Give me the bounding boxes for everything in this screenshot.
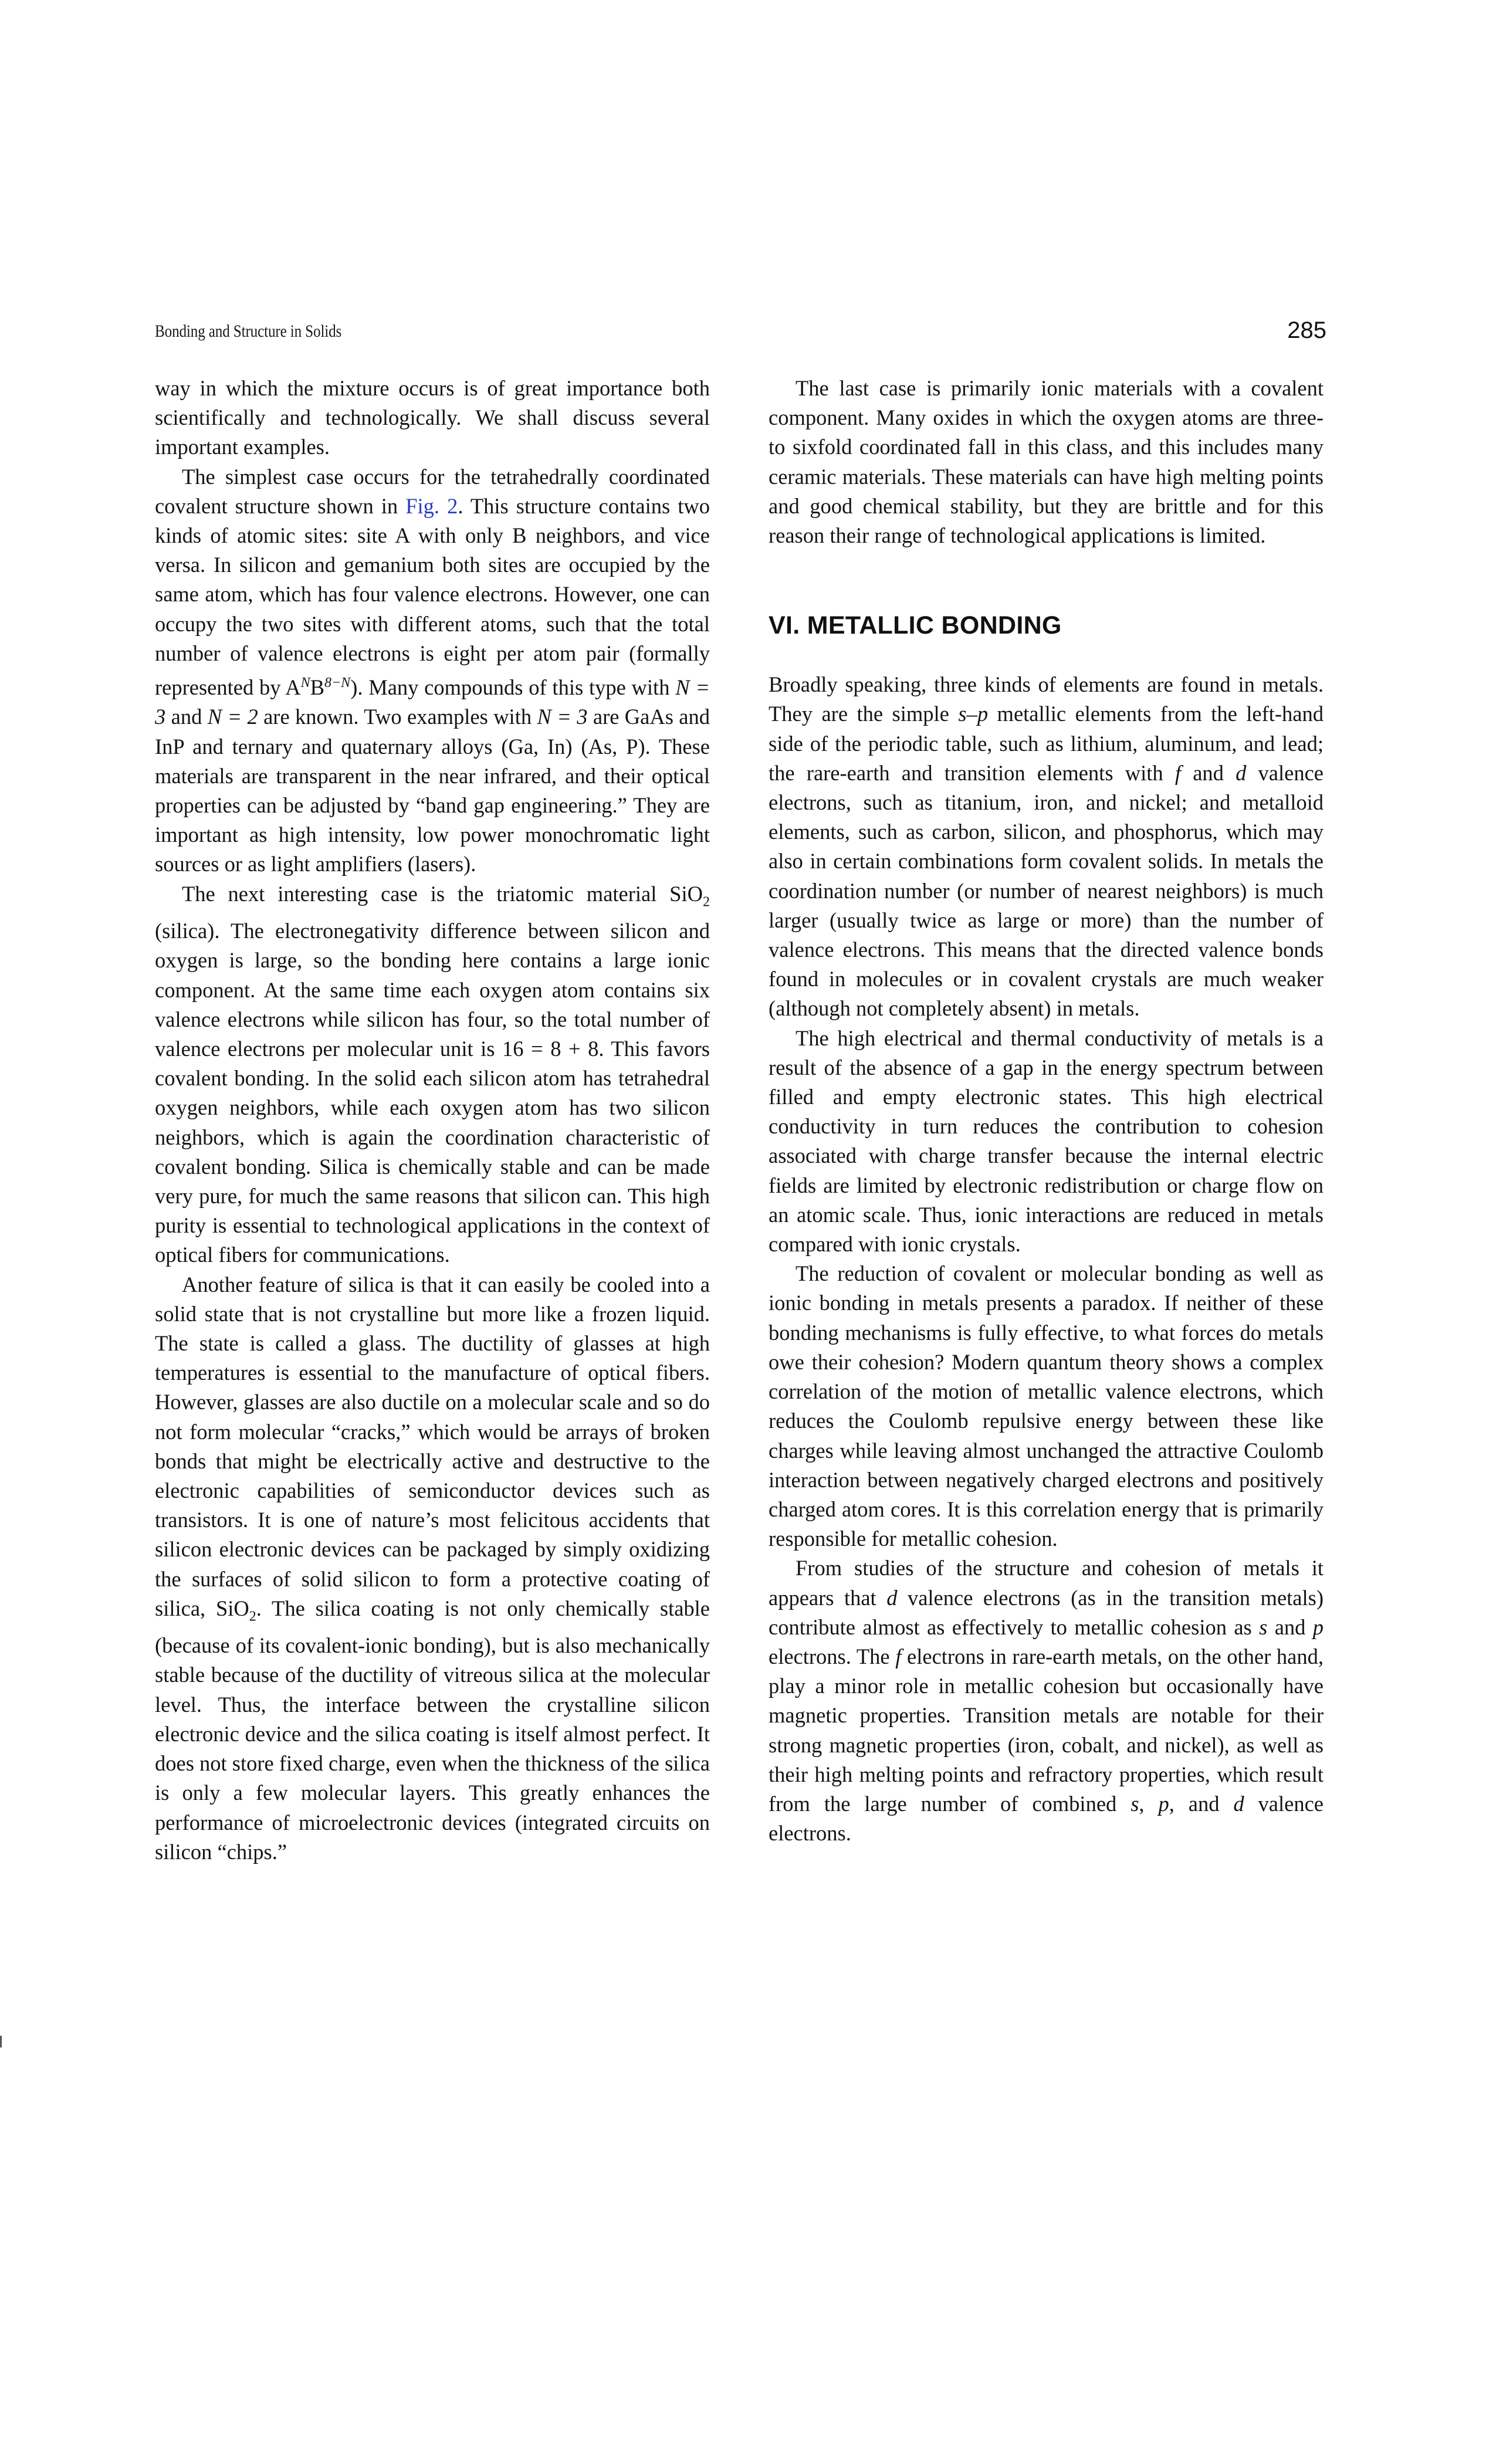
left-column	[155, 374, 710, 1867]
right-column	[769, 374, 1324, 1848]
running-head: Bonding and Structure in Solids	[155, 321, 342, 341]
paragraph-glass: Another feature of silica is that it can easily be cooled into a solid state that is not crystalline but more like a frozen liquid. The state is called a glass. The ductility of glasses at high temperatures is essential to the manufacture of optical fibers. However, glasses are also ductile on a molecular scale and so do not form molecular “cracks,” which would be arrays of broken bonds that might be electrically active and destructive to the electronic capabilities of semiconductor devices such as transistors. It is one of nature’s most felicitous accidents that silicon electronic devices can be packaged by simply oxidizing the surfaces of solid silicon to form a protective coating of silica, SiO$_2$. The silica coating is not only chemically stable (because of its covalent-ionic bonding), but is also mechanically stable because of the ductility of vitreous silica at the molecular level. Thus, the interface between the crystalline silicon electronic device and the silica coating is itself almost perfect. It does not store fixed charge, even when the thickness of the silica is only a few molecular layers. This greatly enhances the performance of microelectronic devices (integrated circuits on silicon “chips.”	[155, 1272, 710, 1864]
paragraph-cohesion: From studies of the structure and cohesion of metals it appears that d valence electrons (as in the transition metals) contribute almost as effectively to metallic cohesion as s and p electrons. The f electrons in rare-earth metals, on the other hand, play a minor role in metallic cohesion but occasionally have magnetic properties. Transition metals are notable for their strong magnetic properties (iron, cobalt, and nickel), as well as their high melting points and refractory properties, which result from the large number of combined s, p, and d valence electrons.	[769, 1556, 1324, 1846]
paragraph-paradox: The reduction of covalent or molecular bonding as well as ionic bonding in metals presents a paradox. If neither of these bonding mechanisms is fully effective, to what forces do metals owe their cohesion? Modern quantum theory shows a complex correlation of the motion of metallic valence electrons, which reduces the Coulomb repulsive energy between these like charges while leaving almost unchanged the attractive Coulomb interaction between negatively charged electrons and positively charged atom cores. It is this correlation energy that is primarily responsible for metallic cohesion.	[769, 1261, 1324, 1551]
page-number: 285	[1287, 317, 1326, 343]
paragraph-silica: The next interesting case is the triatomic material SiO$_2$ (silica). The electronegativity difference between silicon and oxygen is large, so the bonding here contains a large ionic component. At the same time each oxygen atom contains six valence electrons while silicon has four, so the total number of valence electrons per molecular unit is 16 = 8 + 8. This favors covalent bonding. In the solid each silicon atom has tetrahedral oxygen neighbors, while each oxygen atom has two silicon neighbors, which is again the coordination characteristic of covalent bonding. Silica is chemically stable and can be made very pure, for much the same reasons that silicon can. This high purity is essential to technological applications in the context of optical fibers for communications.	[155, 881, 710, 1267]
figure-link[interactable]: Fig. 2	[405, 493, 458, 518]
paragraph-metal-elements: Broadly speaking, three kinds of elements are found in metals. They are the simple s–p metallic elements from the left-hand side of the periodic table, such as lithium, aluminum, and lead; the rare-earth and transition elements with f and d valence electrons, such as titanium, iron, and nickel; and metalloid elements, such as carbon, silicon, and phosphorus, which may also in certain combinations form covalent solids. In metals the coordination number (or number of nearest neighbors) is much larger (usually twice as large or more) than the number of valence electrons. This means that the directed valence bonds found in molecules or in covalent crystals are much weaker (although not completely absent) in metals.	[769, 672, 1324, 1021]
section-heading: VI. METALLIC BONDING	[769, 611, 1062, 640]
paragraph-ionic-covalent: The last case is primarily ionic materials with a covalent component. Many oxides in which the oxygen atoms are three- to sixfold coordinated fall in this class, and this includes many ceramic materials. These materials can have high melting points and good chemical stability, but they are brittle and for this reason their range of technological applications is limited.	[769, 376, 1324, 548]
paragraph-continued: way in which the mixture occurs is of great importance both scientifically and technologically. We shall discuss several important examples.	[155, 376, 710, 459]
paragraph-conductivity: The high electrical and thermal conductivity of metals is a result of the absence of a gap in the energy spectrum between filled and empty electronic states. This high electrical conductivity in turn reduces the contribution to cohesion associated with charge transfer because the internal electric fields are limited by electronic redistribution or charge flow on an atomic scale. Thus, ionic interactions are reduced in metals compared with ionic crystals.	[769, 1025, 1324, 1257]
paragraph-tetrahedral: The simplest case occurs for the tetrahedrally coordinated covalent structure shown in Fig. 2. This structure contains two kinds of atomic sites: site A with only B neighbors, and vice versa. In silicon and gemanium both sites are occupied by the same atom, which has four valence electrons. However, one can occupy the two sites with different atoms, such that the total number of valence electrons is eight per atom pair (formally represented by $A^NB^{8-N}$). Many compounds of this type with N = 3 and N = 2 are known. Two examples with N = 3 are GaAs and InP and ternary and quaternary alloys (Ga, In) (As, P). These materials are transparent in the near infrared, and their optical properties can be adjusted by “band gap engineering.” They are important as high intensity, low power monochromatic light sources or as light amplifiers (lasers).	[155, 464, 710, 876]
gutter-mark	[0, 2036, 2, 2047]
